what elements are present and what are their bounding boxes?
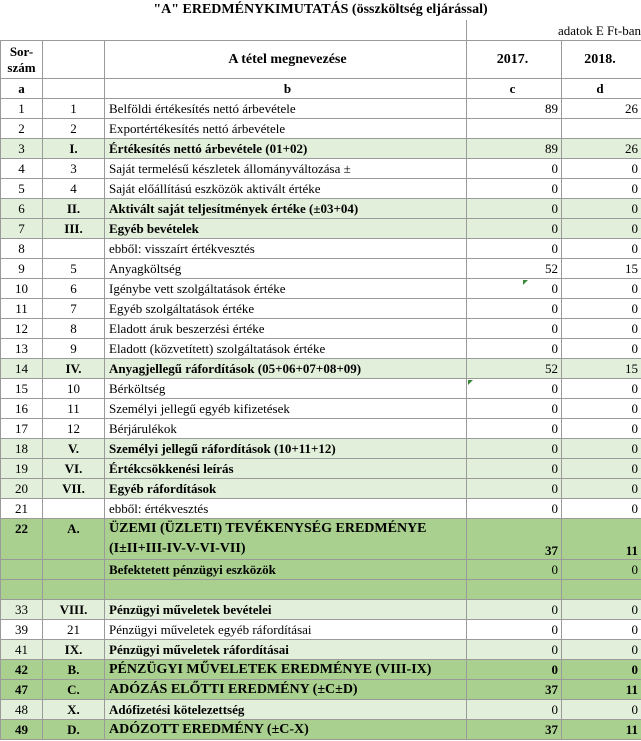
row-number[interactable]: 19 (1, 459, 43, 479)
table-row (1, 499, 641, 519)
row-label[interactable]: Egyéb ráfordítások (105, 479, 467, 499)
row-number[interactable]: 49 (1, 720, 43, 740)
table-row (1, 259, 641, 279)
table-row (1, 239, 641, 259)
value-2017[interactable]: 0 (467, 479, 562, 499)
value-2018[interactable]: 0 (562, 279, 641, 299)
value-2017[interactable]: 0 (467, 399, 562, 419)
value-2018[interactable]: 0 (562, 379, 641, 399)
value-2017[interactable]: 52 (467, 359, 562, 379)
row-label[interactable]: ebből: visszaírt értékvesztés (105, 239, 467, 259)
value-2017[interactable]: 52 (467, 259, 562, 279)
row-code[interactable]: VI. (43, 459, 105, 479)
value-2018[interactable] (562, 119, 641, 139)
row-label-line2: (I±II+III-IV-V-VI-VII) (109, 541, 246, 556)
value-2018[interactable]: 0 (562, 700, 641, 720)
row-label[interactable]: Személyi jellegű egyéb kifizetések (105, 399, 467, 419)
row-number[interactable]: 14 (1, 359, 43, 379)
row-number[interactable]: 13 (1, 339, 43, 359)
row-code[interactable]: 6 (43, 279, 105, 299)
value-2018[interactable]: 11 (562, 519, 641, 560)
row-code[interactable]: VII. (43, 479, 105, 499)
row-code[interactable]: 4 (43, 179, 105, 199)
row-number[interactable]: 17 (1, 419, 43, 439)
row-code[interactable]: 2 (43, 119, 105, 139)
table-row (1, 580, 641, 600)
letter-a[interactable]: a (1, 79, 43, 99)
row-code[interactable] (43, 580, 105, 600)
row-code[interactable]: IX. (43, 640, 105, 660)
table-row (1, 199, 641, 219)
value-2018[interactable]: 0 (562, 479, 641, 499)
value-2017[interactable]: 37 (467, 680, 562, 700)
row-number[interactable]: 1 (1, 99, 43, 119)
row-code[interactable]: 11 (43, 399, 105, 419)
table-row (1, 119, 641, 139)
table-row (1, 319, 641, 339)
row-code[interactable]: 7 (43, 299, 105, 319)
value-2017[interactable]: 0 (467, 700, 562, 720)
table-row (1, 299, 641, 319)
table-row (1, 680, 641, 700)
row-label[interactable]: Eladott áruk beszerzési értéke (105, 319, 467, 339)
table-row (1, 379, 641, 399)
row-code[interactable]: 12 (43, 419, 105, 439)
income-statement-table (0, 40, 641, 740)
value-2017[interactable]: 0 (467, 459, 562, 479)
value-2018[interactable]: 0 (562, 399, 641, 419)
header-code[interactable] (43, 41, 105, 79)
value-2018[interactable]: 15 (562, 359, 641, 379)
row-label-line1: ÜZEMI (ÜZLETI) TEVÉKENYSÉG EREDMÉNYE (109, 521, 427, 536)
table-row (1, 720, 641, 740)
row-number[interactable]: 48 (1, 700, 43, 720)
row-label[interactable]: PÉNZÜGYI MŰVELETEK EREDMÉNYE (VIII-IX) (105, 660, 467, 680)
row-label[interactable] (105, 519, 467, 560)
row-number[interactable]: 21 (1, 499, 43, 519)
row-number[interactable]: 5 (1, 179, 43, 199)
row-code[interactable]: D. (43, 720, 105, 740)
row-label[interactable]: Saját előállítású eszközök aktivált értéke (105, 179, 467, 199)
table-row (1, 399, 641, 419)
row-code[interactable]: 21 (43, 620, 105, 640)
column-letter-row (1, 79, 641, 99)
row-code[interactable]: V. (43, 439, 105, 459)
header-name[interactable]: A tétel megnevezése (105, 41, 467, 79)
row-label[interactable]: Egyéb szolgáltatások értéke (105, 299, 467, 319)
row-label[interactable]: Értékcsökkenési leírás (105, 459, 467, 479)
row-label[interactable]: Bérjárulékok (105, 419, 467, 439)
table-row (1, 459, 641, 479)
cell-marker-icon (468, 380, 473, 385)
row-number[interactable] (1, 560, 43, 580)
row-number[interactable]: 22 (1, 519, 43, 560)
letter-b[interactable]: b (105, 79, 467, 99)
row-label[interactable]: Pénzügyi műveletek bevételei (105, 600, 467, 620)
row-number[interactable]: 39 (1, 620, 43, 640)
row-code[interactable]: 9 (43, 339, 105, 359)
row-code[interactable]: A. (43, 519, 105, 560)
row-label[interactable]: Befektetett pénzügyi eszközök (105, 560, 467, 580)
row-number[interactable]: 6 (1, 199, 43, 219)
value-2018[interactable]: 0 (562, 459, 641, 479)
header-row (1, 41, 641, 79)
value-2018[interactable]: 0 (562, 319, 641, 339)
row-label[interactable]: Belföldi értékesítés nettó árbevétele (105, 99, 467, 119)
statement-title: "A" EREDMÉNYKIMUTATÁS (összköltség eljárással) (153, 2, 488, 17)
value-2017[interactable]: 0 (467, 299, 562, 319)
row-number[interactable]: 41 (1, 640, 43, 660)
value-2017[interactable] (467, 119, 562, 139)
value-2017[interactable]: 0 (467, 179, 562, 199)
row-label[interactable]: Adófizetési kötelezettség (105, 700, 467, 720)
row-label[interactable]: Exportértékesítés nettó árbevétele (105, 119, 467, 139)
table-row (1, 439, 641, 459)
letter-empty[interactable] (43, 79, 105, 99)
row-code[interactable]: 10 (43, 379, 105, 399)
value-2018[interactable]: 11 (562, 720, 641, 740)
table-row (1, 159, 641, 179)
table-row (1, 219, 641, 239)
value-2017[interactable]: 0 (467, 219, 562, 239)
unit-note: adatok E Ft-ban (466, 20, 641, 40)
value-2017[interactable]: 0 (467, 239, 562, 259)
row-number[interactable] (1, 580, 43, 600)
value-2017[interactable]: 37 (467, 519, 562, 560)
row-label[interactable]: Egyéb bevételek (105, 219, 467, 239)
row-number[interactable]: 15 (1, 379, 43, 399)
header-sorszam-line2: szám (7, 59, 36, 75)
row-label[interactable]: Pénzügyi műveletek egyéb ráfordításai (105, 620, 467, 640)
value-2018[interactable]: 0 (562, 600, 641, 620)
row-number[interactable]: 12 (1, 319, 43, 339)
header-2018[interactable]: 2018. (562, 41, 641, 79)
table-row (1, 99, 641, 119)
value-2017[interactable]: 0 (467, 499, 562, 519)
value-2018[interactable]: 11 (562, 680, 641, 700)
row-label[interactable]: Saját termelésű készletek állományváltozása ± (105, 159, 467, 179)
value-2018[interactable]: 0 (562, 620, 641, 640)
row-code[interactable] (43, 499, 105, 519)
row-code[interactable]: 8 (43, 319, 105, 339)
value-2017[interactable]: 89 (467, 99, 562, 119)
value-2018[interactable]: 15 (562, 259, 641, 279)
row-code[interactable]: X. (43, 700, 105, 720)
row-label[interactable]: ADÓZÁS ELŐTTI EREDMÉNY (±C±D) (105, 680, 467, 700)
row-label[interactable]: Igénybe vett szolgáltatások értéke (105, 279, 467, 299)
value-2017[interactable]: 0 (467, 319, 562, 339)
table-row (1, 279, 641, 299)
value-2018[interactable]: 0 (562, 640, 641, 660)
row-number[interactable]: 4 (1, 159, 43, 179)
row-number[interactable]: 47 (1, 680, 43, 700)
row-label[interactable]: Bérköltség (105, 379, 467, 399)
value-2017[interactable]: 0 (467, 439, 562, 459)
table-row (1, 339, 641, 359)
row-number[interactable]: 11 (1, 299, 43, 319)
value-2018[interactable]: 0 (562, 439, 641, 459)
row-number[interactable]: 3 (1, 139, 43, 159)
value-2018[interactable]: 0 (562, 660, 641, 680)
value-2018[interactable]: 0 (562, 419, 641, 439)
table-row (1, 560, 641, 580)
row-number[interactable]: 20 (1, 479, 43, 499)
value-2017[interactable]: 0 (467, 640, 562, 660)
row-code[interactable]: I. (43, 139, 105, 159)
row-label[interactable] (105, 580, 467, 600)
row-number[interactable]: 2 (1, 119, 43, 139)
row-code[interactable]: 5 (43, 259, 105, 279)
row-label[interactable]: Anyagköltség (105, 259, 467, 279)
value-2018[interactable]: 26 (562, 99, 641, 119)
table-row (1, 640, 641, 660)
row-number[interactable]: 42 (1, 660, 43, 680)
row-code[interactable]: 3 (43, 159, 105, 179)
row-label[interactable]: ebből: értékvesztés (105, 499, 467, 519)
row-code[interactable] (43, 560, 105, 580)
table-row (1, 479, 641, 499)
table-row (1, 179, 641, 199)
row-label[interactable]: Pénzügyi műveletek ráfordításai (105, 640, 467, 660)
value-2018[interactable]: 26 (562, 139, 641, 159)
value-2017[interactable]: 0 (467, 339, 562, 359)
row-code[interactable]: C. (43, 680, 105, 700)
value-2017[interactable]: 0 (467, 279, 562, 299)
value-2018[interactable]: 0 (562, 179, 641, 199)
row-code[interactable]: IV. (43, 359, 105, 379)
value-2017[interactable]: 0 (467, 199, 562, 219)
row-label[interactable]: Értékesítés nettó árbevétele (01+02) (105, 139, 467, 159)
row-label[interactable]: Személyi jellegű ráfordítások (10+11+12) (105, 439, 467, 459)
value-2017[interactable]: 0 (467, 419, 562, 439)
row-code[interactable]: B. (43, 660, 105, 680)
row-label[interactable]: Anyagjellegű ráfordítások (05+06+07+08+09) (105, 359, 467, 379)
header-sorszam[interactable] (1, 41, 43, 79)
table-row (1, 620, 641, 640)
value-2017[interactable]: 0 (467, 600, 562, 620)
row-number[interactable]: 18 (1, 439, 43, 459)
row-number[interactable]: 9 (1, 259, 43, 279)
value-2017[interactable]: 89 (467, 139, 562, 159)
row-code[interactable]: II. (43, 199, 105, 219)
value-2018[interactable] (562, 580, 641, 600)
row-label[interactable]: ADÓZOTT EREDMÉNY (±C-X) (105, 720, 467, 740)
row-number[interactable]: 7 (1, 219, 43, 239)
table-row (1, 660, 641, 680)
value-2018[interactable]: 0 (562, 499, 641, 519)
value-2018[interactable]: 0 (562, 339, 641, 359)
row-number[interactable]: 10 (1, 279, 43, 299)
row-number[interactable]: 8 (1, 239, 43, 259)
table-row (1, 600, 641, 620)
letter-c[interactable]: c (467, 79, 562, 99)
row-number[interactable]: 33 (1, 600, 43, 620)
row-label[interactable]: Eladott (közvetített) szolgáltatások értéke (105, 339, 467, 359)
value-2017[interactable]: 0 (467, 159, 562, 179)
row-code[interactable]: III. (43, 219, 105, 239)
header-2017[interactable]: 2017. (467, 41, 562, 79)
value-2018[interactable]: 0 (562, 239, 641, 259)
letter-d[interactable]: d (562, 79, 641, 99)
row-code[interactable]: VIII. (43, 600, 105, 620)
table-row (1, 519, 641, 560)
table-row (1, 419, 641, 439)
value-2018[interactable]: 0 (562, 199, 641, 219)
value-2017[interactable]: 0 (467, 620, 562, 640)
value-2017[interactable]: 0 (467, 660, 562, 680)
value-2017[interactable]: 0 (467, 560, 562, 580)
value-2017[interactable] (467, 580, 562, 600)
value-2018[interactable]: 0 (562, 159, 641, 179)
row-number[interactable]: 16 (1, 399, 43, 419)
value-2017[interactable]: 0 (467, 379, 562, 399)
row-code[interactable] (43, 239, 105, 259)
table-row (1, 700, 641, 720)
value-2018[interactable]: 0 (562, 560, 641, 580)
header-sorszam-line1: Sor- (9, 43, 34, 59)
value-2017[interactable]: 37 (467, 720, 562, 740)
table-row (1, 139, 641, 159)
value-2018[interactable]: 0 (562, 299, 641, 319)
value-2018[interactable]: 0 (562, 219, 641, 239)
cell-marker-icon (523, 280, 528, 285)
row-label[interactable]: Aktivált saját teljesítmények értéke (±03+04) (105, 199, 467, 219)
table-row (1, 359, 641, 379)
row-code[interactable]: 1 (43, 99, 105, 119)
